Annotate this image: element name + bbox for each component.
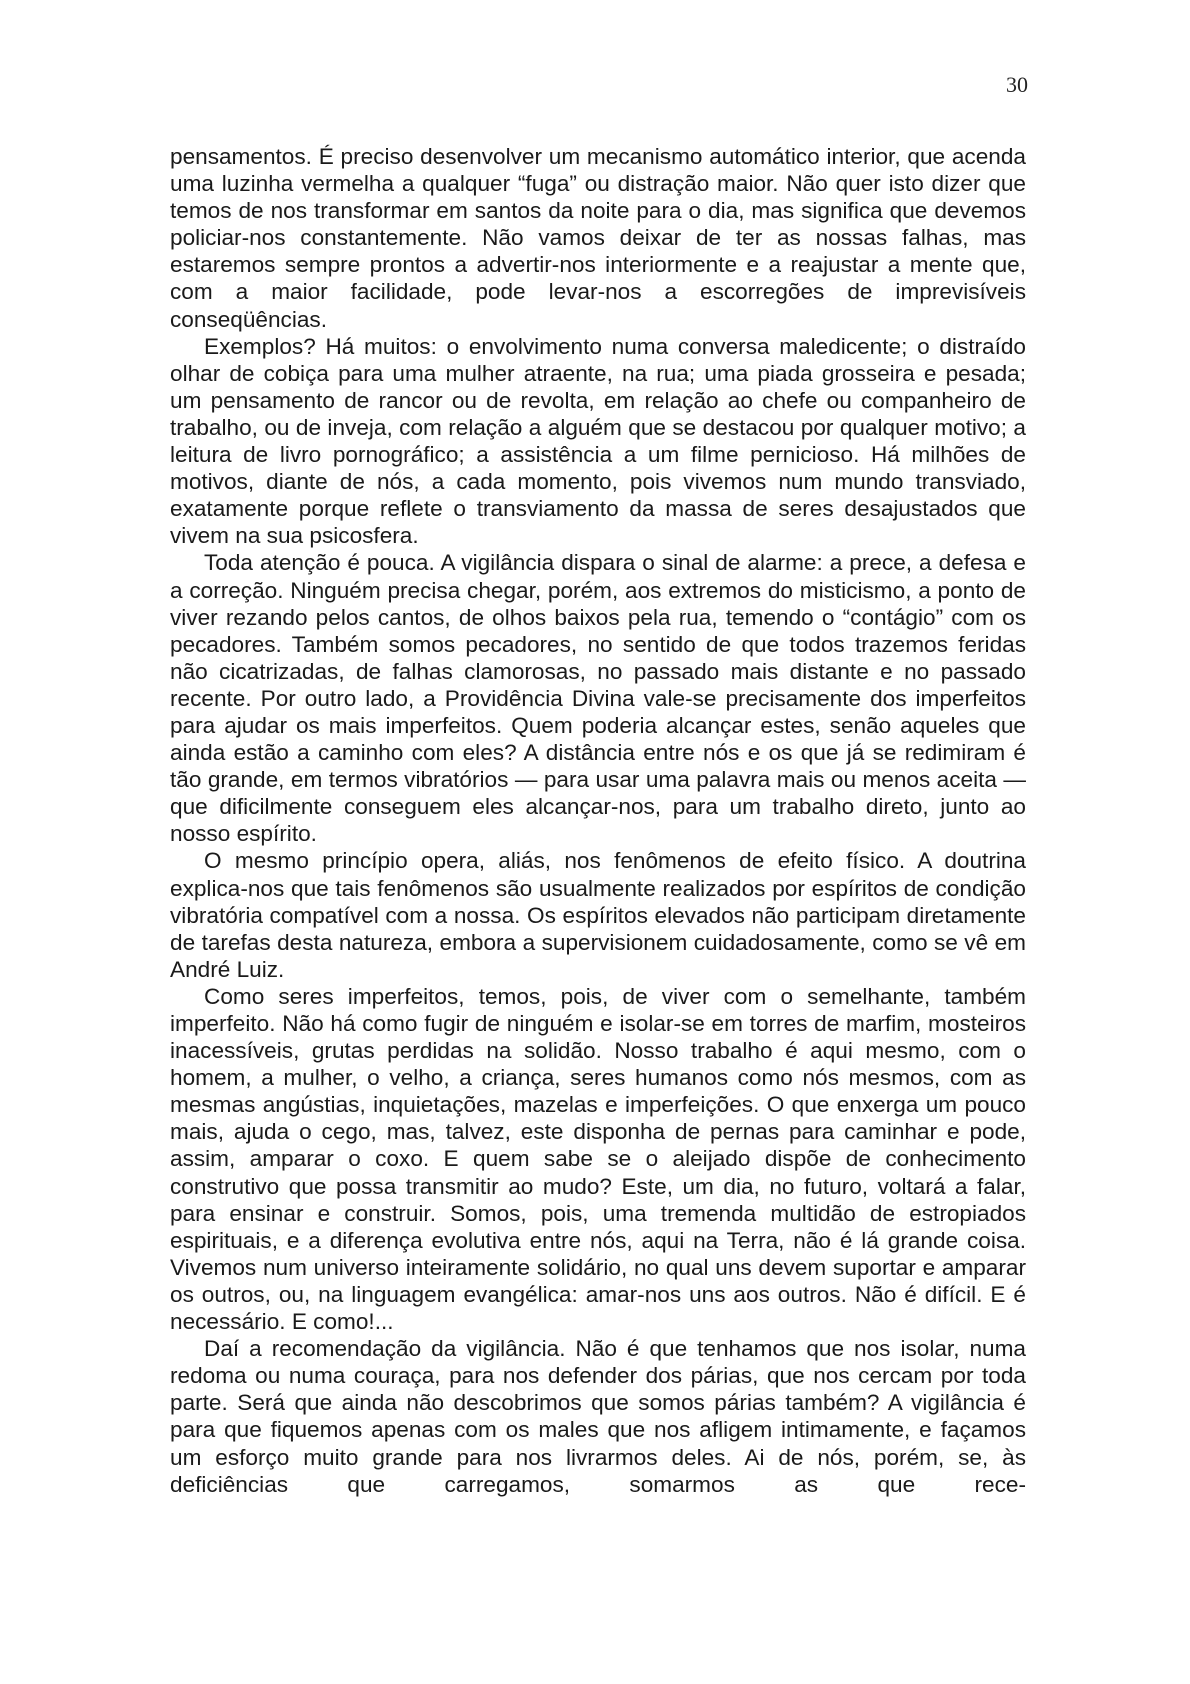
- paragraph-5: Como seres imperfeitos, temos, pois, de viver com o semelhante, também imperfeito. Não há como fugir de ninguém e isolar-se em torres de marfim, mosteiros inacessíveis, grutas perdidas na solidão. Nosso trabalho é aqui mesmo, com o homem, a mulher, o velho, a criança, seres humanos como nós mesmos, com as mesmas angústias, inquietações, mazelas e imperfeições. O que enxerga um pouco mais, ajuda o cego, mas, talvez, este disponha de pernas para caminhar e pode, assim, amparar o coxo. E quem sabe se o aleijado dispõe de conhecimento construtivo que possa transmitir ao mudo? Este, um dia, no futuro, voltará a falar, para ensinar e construir. Somos, pois, uma tremenda multidão de estropiados espirituais, e a diferença evolutiva entre nós, aqui na Terra, não é lá grande coisa. Vivemos num universo inteiramente solidário, no qual uns devem suportar e amparar os outros, ou, na linguagem evangélica: amar-nos uns aos outros. Não é difícil. E é necessário. E como!...: [170, 983, 1026, 1335]
- paragraph-1: pensamentos. É preciso desenvolver um mecanismo automático interior, que acenda uma luzinha vermelha a qualquer “fuga” ou distração maior. Não quer isto dizer que temos de nos transformar em santos da noite para o dia, mas significa que devemos policiar-nos constantemente. Não vamos deixar de ter as nossas falhas, mas estaremos sempre prontos a advertir-nos interiormente e a reajustar a mente que, com a maior facilidade, pode levar-nos a escorregões de imprevisíveis conseqüências.: [170, 144, 1026, 332]
- paragraph-3: Toda atenção é pouca. A vigilância dispara o sinal de alarme: a prece, a defesa e a correção. Ninguém precisa chegar, porém, aos extremos do misticismo, a ponto de viver rezando pelos cantos, de olhos baixos pela rua, temendo o “contágio” com os pecadores. Também somos pecadores, no sentido de que todos trazemos feridas não cicatrizadas, de falhas clamorosas, no passado mais distante e no passado recente. Por outro lado, a Providência Divina vale-se precisamente dos imperfeitos para ajudar os mais imperfeitos. Quem poderia alcançar estes, senão aqueles que ainda estão a caminho com eles? A distância entre nós e os que já se redimiram é tão grande, em termos vibratórios — para usar uma palavra mais ou menos aceita — que dificilmente conseguem eles alcançar-nos, para um trabalho direto, junto ao nosso espírito.: [170, 550, 1026, 847]
- paragraph-6: Daí a recomendação da vigilância. Não é que tenhamos que nos isolar, numa redoma ou numa couraça, para nos defender dos párias, que nos cercam por toda parte. Será que ainda não descobrimos que somos párias também? A vigilância é para que fiquemos apenas com os males que nos afligem intimamente, e façamos um esforço muito grande para nos livrarmos deles. Ai de nós, porém, se, às deficiências que carregamos, somarmos as que rece-: [170, 1336, 1026, 1497]
- paragraph-4: O mesmo princípio opera, aliás, nos fenômenos de efeito físico. A doutrina explica-nos que tais fenômenos são usualmente realizados por espíritos de condição vibratória compatível com a nossa. Os espíritos elevados não participam diretamente de tarefas desta natureza, embora a supervisionem cuidadosamente, como se vê em André Luiz.: [170, 848, 1026, 982]
- page-number: 30: [1006, 72, 1028, 97]
- paragraph-2: Exemplos? Há muitos: o envolvimento numa conversa maledicente; o distraído olhar de cobiça para uma mulher atraente, na rua; uma piada grosseira e pesada; um pensamento de rancor ou de revolta, em relação ao chefe ou companheiro de trabalho, ou de inveja, com relação a alguém que se destacou por qualquer motivo; a leitura de livro pornográfico; a assistência a um filme pernicioso. Há milhões de motivos, diante de nós, a cada momento, pois vivemos num mundo transviado, exatamente porque reflete o transviamento da massa de seres desajustados que vivem na sua psicosfera.: [170, 333, 1026, 549]
- body-text: [170, 143, 1026, 1498]
